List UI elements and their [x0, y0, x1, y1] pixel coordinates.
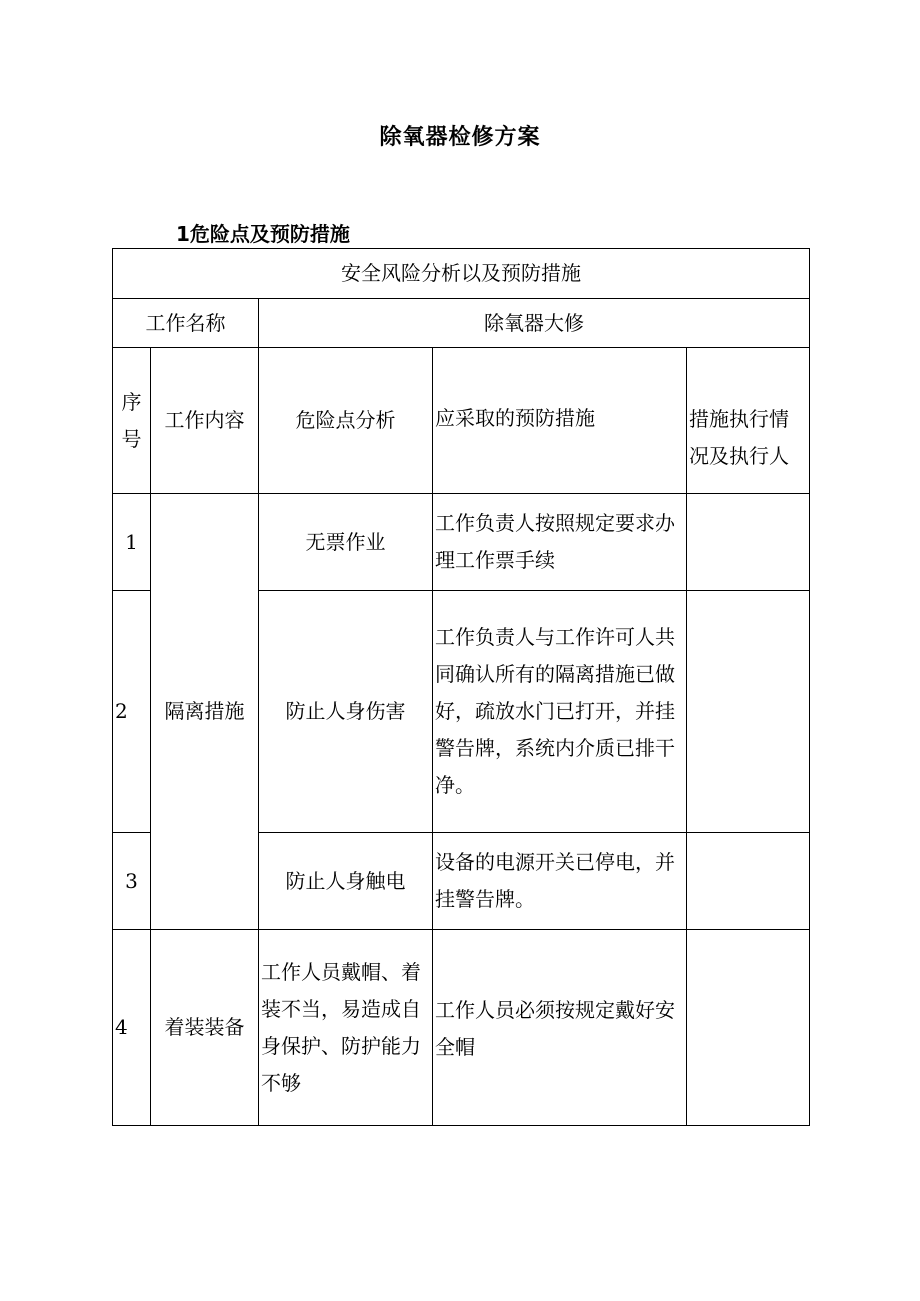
- row-seq: 3: [113, 833, 151, 930]
- row-hazard: 防止人身伤害: [259, 591, 433, 833]
- table-caption-row: [113, 249, 810, 299]
- row-seq: 4: [113, 930, 151, 1126]
- table-caption: 安全风险分析以及预防措施: [113, 249, 810, 299]
- row-measures: 工作负责人与工作许可人共同确认所有的隔离措施已做好，疏放水门已打开，并挂警告牌，系统内介质已排干净。: [433, 591, 687, 833]
- header-content: 工作内容: [151, 348, 259, 494]
- row-measures: 设备的电源开关已停电，并挂警告牌。: [433, 833, 687, 930]
- row-content: 隔离措施: [151, 494, 259, 930]
- work-name-value: 除氧器大修: [259, 299, 810, 348]
- header-seq: [113, 348, 151, 494]
- table-row: [113, 930, 810, 1126]
- row-content: 着装装备: [151, 930, 259, 1126]
- header-hazard: 危险点分析: [259, 348, 433, 494]
- row-measures: 工作负责人按照规定要求办理工作票手续: [433, 494, 687, 591]
- work-name-label: 工作名称: [113, 299, 259, 348]
- row-hazard: 无票作业: [259, 494, 433, 591]
- row-execution: [687, 833, 810, 930]
- risk-analysis-table: [112, 248, 810, 1126]
- row-seq: 2: [113, 591, 151, 833]
- header-row: [113, 348, 810, 494]
- header-execution: 措施执行情况及执行人: [687, 348, 810, 494]
- row-hazard: 工作人员戴帽、着装不当，易造成自身保护、防护能力不够: [259, 930, 433, 1126]
- work-name-row: [113, 299, 810, 348]
- table-row: [113, 494, 810, 591]
- document-title: 除氧器检修方案: [379, 125, 541, 150]
- section-heading: 1危险点及预防措施: [176, 222, 350, 246]
- row-execution: [687, 494, 810, 591]
- row-measures: 工作人员必须按规定戴好安全帽: [433, 930, 687, 1126]
- row-execution: [687, 930, 810, 1126]
- header-seq-line2: 号: [121, 426, 142, 451]
- row-execution: [687, 591, 810, 833]
- row-hazard: 防止人身触电: [259, 833, 433, 930]
- row-seq: 1: [113, 494, 151, 591]
- header-measures: 应采取的预防措施: [433, 348, 687, 494]
- header-seq-line1: 序: [121, 389, 142, 414]
